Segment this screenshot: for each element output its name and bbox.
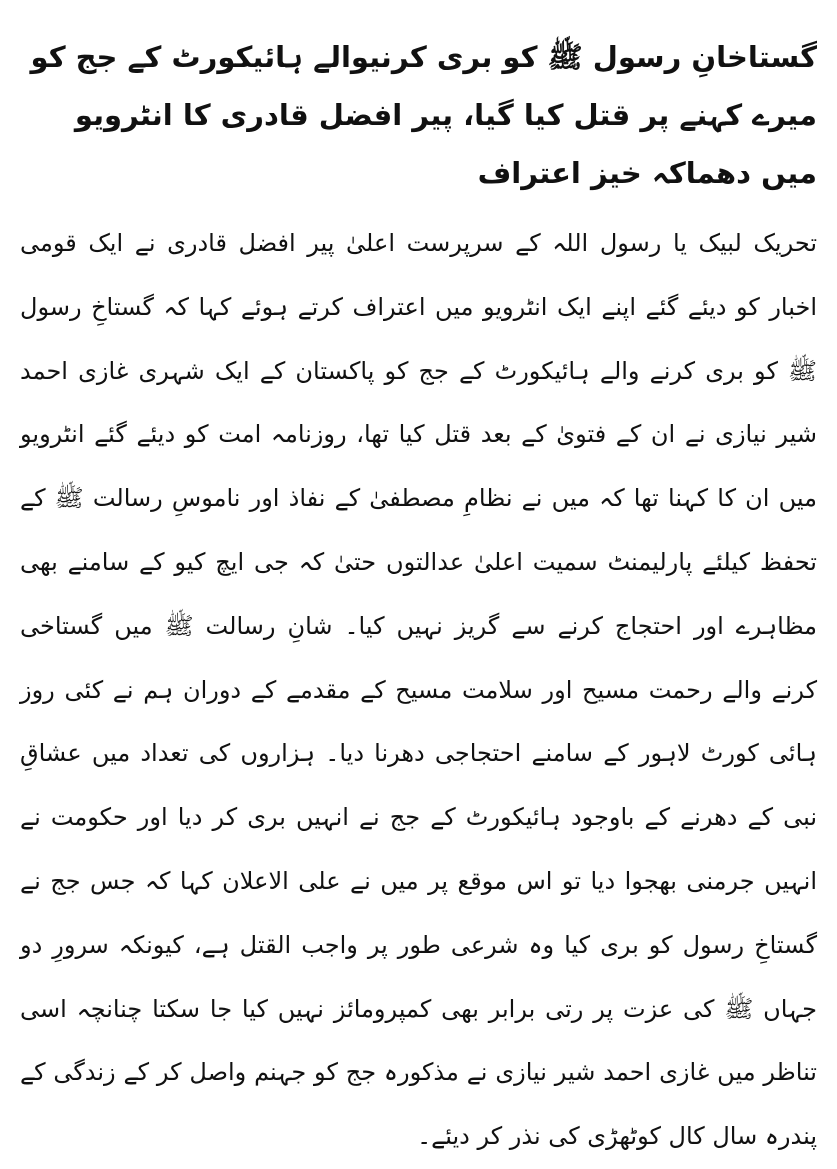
article-body: تحریک لبیک یا رسول اللہ کے سرپرست اعلیٰ پیر افضل قادری نے ایک قومی اخبار کو دیئے گئے اپنے ایک انٹرویو میں اعتراف کرتے ہوئے کہا کہ گستاخِ رسول ﷺ کو بری کرنے والے ہائیکورٹ کے جج کو پاکستان کے ایک شہری غازی احمد شیر نیازی نے ان کے فتویٰ کے بعد قتل کیا تھا، روزنامہ امت کو دیئے گئے انٹرویو میں ان کا کہنا تھا کہ میں نے نظامِ مصطفیٰ کے نفاذ اور ناموسِ رسالت ﷺ کے تحفظ کیلئے پارلیمنٹ سمیت اعلیٰ عدالتوں حتیٰ کہ جی ایچ کیو کے سامنے بھی مظاہرے اور احتجاج کرنے سے گریز نہیں کیا۔ شانِ رسالت ﷺ میں گستاخی کرنے والے رحمت مسیح اور سلامت مسیح کے مقدمے کے دوران ہم نے کئی روز ہائی کورٹ لاہور کے سامنے احتجاجی دھرنا دیا۔ ہزاروں کی تعداد میں عشاقِ نبی کے دھرنے کے باوجود ہائیکورٹ کے جج نے انہیں بری کر دیا اور حکومت نے انہیں جرمنی بھجوا دیا تو اس موقع پر میں نے علی الاعلان کہا کہ جس جج نے گستاخِ رسول کو بری کیا وہ شرعی طور پر واجب القتل ہے، کیونکہ سرورِ دو جہاں ﷺ کی عزت پر رتی برابر بھی کمپرومائز نہیں کیا جا سکتا چنانچہ اسی تناظر میں غازی احمد شیر نیازی نے مذکورہ جج کو جہنم واصل کر کے زندگی کے پندرہ سال کال کوٹھڑی کی نذر کر دیئے۔ xyxy=(20,229,817,1151)
article-headline: گستاخانِ رسول ﷺ کو بری کرنیوالے ہائیکورٹ کے جج کو میرے کہنے پر قتل کیا گیا، پیر افضل قادری کا انٹرویو میں دھماکہ خیز اعتراف xyxy=(30,40,817,190)
